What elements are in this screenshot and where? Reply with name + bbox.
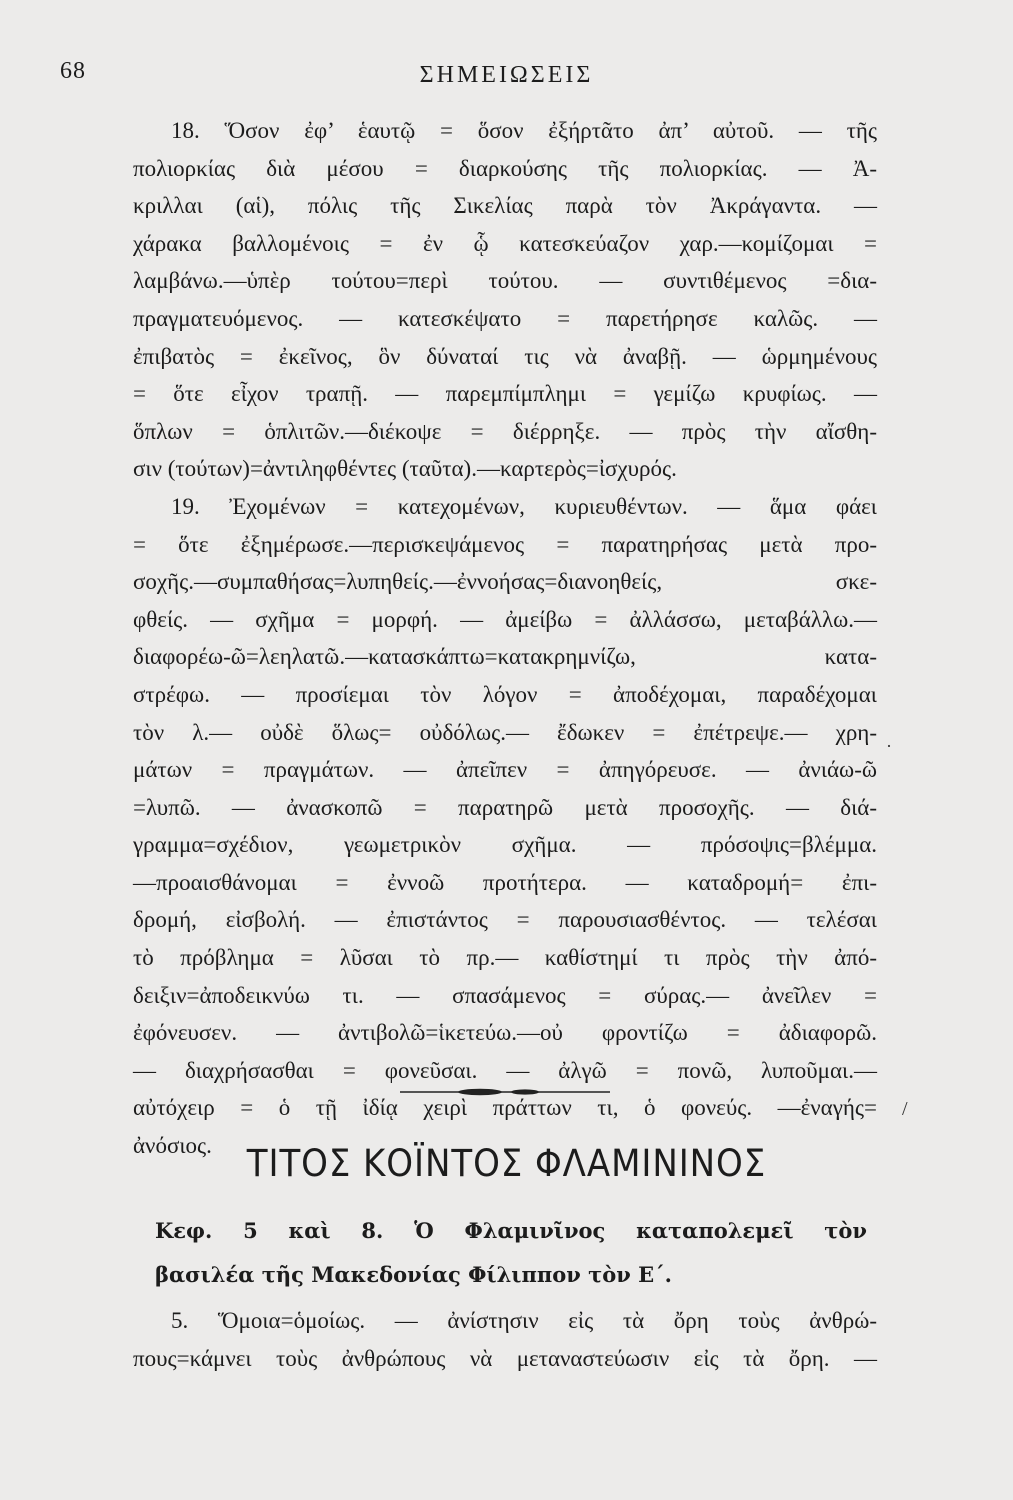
notes-block [133,112,877,1165]
note-line: φθείς. — σχῆμα = μορφή. — ἀμείβω = ἀλλάσσω, μεταβάλλω.— [133,606,877,632]
note-line: =λυπῶ. — ἀνασκοπῶ = παρατηρῶ μετὰ προσοχῆς. — διά- [133,794,877,820]
section-body-line: 5. Ὅμοια=ὁμοίως. — ἀνίστησιν εἰς τὰ ὄρη τοὺς ἀνθρώ- [171,1308,877,1333]
note-line: ὅπλων = ὁπλιτῶν.—διέκοψε = διέρρηξε. — πρὸς τὴν αἴσθη- [133,418,877,444]
section-title: ΤΙΤΟΣ ΚΟΪΝΤΟΣ ΦΛΑΜΙΝΙΝΟΣ [246,1142,767,1185]
note-line: τὸ πρόβλημα = λῦσαι τὸ πρ.— καθίστημί τι πρὸς τὴν ἀπό- [133,945,877,971]
note-line: ἐφόνευσεν. — ἀντιβολῶ=ἱκετεύω.—οὐ φροντίζω = ἀδιαφορῶ. [133,1020,877,1046]
note-line: λαμβάνω.—ὑπὲρ τούτου=περὶ τούτου. — συντιθέμενος =δια- [133,268,877,294]
page-number: 68 [60,58,86,84]
note-line: 18. Ὅσον ἐφ’ ἑαυτῷ = ὅσον ἐξήρτᾶτο ἀπ’ αὐτοῦ. — τῆς [171,118,877,143]
stray-mark: / [902,1098,908,1120]
note-line: 19. Ἐχομένων = κατεχομένων, κυριευθέντων. — ἅμα φάει [171,493,877,519]
note-line: χάρακα βαλλομένοις = ἐν ᾧ κατεσκεύαζον χαρ.—κομίζομαι = [133,230,877,256]
note-line: κριλλαι (αἱ), πόλις τῆς Σικελίας παρὰ τὸν Ἀκράγαντα. — [133,193,877,219]
note-line: — διαχρήσασθαι = φονεῦσαι. — ἀλγῶ = πονῶ, λυποῦμαι.— [133,1057,877,1083]
note-line: ἐπιβατὸς = ἐκεῖνος, ὃν δύναταί τις νὰ ἀναβῇ. — ὡρμημένους [133,343,877,369]
note-line: —προαισθάνομαι = ἐννοῶ προτήτερα. — καταδρομή= ἐπι- [133,869,877,895]
note-line: αὐτόχειρ = ὁ τῇ ἰδίᾳ χειρὶ πράττων τι, ὁ φονεύς. —ἐναγής= [133,1095,877,1121]
note-line: γραμμα=σχέδιον, γεωμετρικὸν σχῆμα. — πρόσοψις=βλέμμα. [133,832,877,858]
section-body-line: πους=κάμνει τοὺς ἀνθρώπους νὰ μεταναστεύωσιν εἰς τὰ ὄρη. — [133,1346,877,1371]
running-head: ΣΗΜΕΙΩΣΕΙΣ [419,62,594,88]
note-line: δειξιν=ἀποδεικνύω τι. — σπασάμενος = σύρας.— ἀνεῖλεν = [133,982,877,1008]
note-line: σιν (τούτων)=ἀντιληφθέντες (ταῦτα).—καρτερὸς=ἰσχυρός. [133,456,677,482]
note-line: δρομή, εἰσβολή. — ἐπιστάντος = παρουσιασθέντος. — τελέσαι [133,907,877,933]
note-line: διαφορέω-ῶ=λεηλατῶ.—κατασκάπτω=κατακρημνίζω, κατα- [133,644,877,670]
note-line: = ὅτε εἶχον τραπῇ. — παρεμπίμπλημι = γεμίζω κρυφίως. — [133,381,877,407]
ornamental-divider [400,1088,610,1096]
note-line: σοχῆς.—συμπαθήσας=λυπηθείς.—ἐννοήσας=διανοηθείς, σκε- [133,569,877,595]
stray-mark: · [886,736,892,756]
note-line: στρέφω. — προσίεμαι τὸν λόγον = ἀποδέχομαι, παραδέχομαι [133,681,877,707]
note-line: πολιορκίας διὰ μέσου = διαρκούσης τῆς πολιορκίας. — Ἀ- [133,155,877,181]
chapter-heading-line: βασιλέα τῆς Μακεδονίας Φίλιππον τὸν Ε΄. [155,1262,672,1287]
note-line: ἀνόσιος. [133,1133,212,1159]
note-line: μάτων = πραγμάτων. — ἀπεῖπεν = ἀπηγόρευσε. — ἀνιάω-ῶ [133,757,877,783]
note-line: τὸν λ.— οὐδὲ ὅλως= οὐδόλως.— ἔδωκεν = ἐπέτρεψε.— χρη- [133,719,877,745]
note-line: πραγματευόμενος. — κατεσκέψατο = παρετήρησε καλῶς. — [133,305,877,331]
chapter-heading-line: Κεφ. 5 καὶ 8. Ὁ Φλαμινῖνος καταπολεμεῖ τὸν [155,1218,867,1243]
note-line: = ὅτε ἐξημέρωσε.—περισκεψάμενος = παρατηρήσας μετὰ προ- [133,531,877,557]
